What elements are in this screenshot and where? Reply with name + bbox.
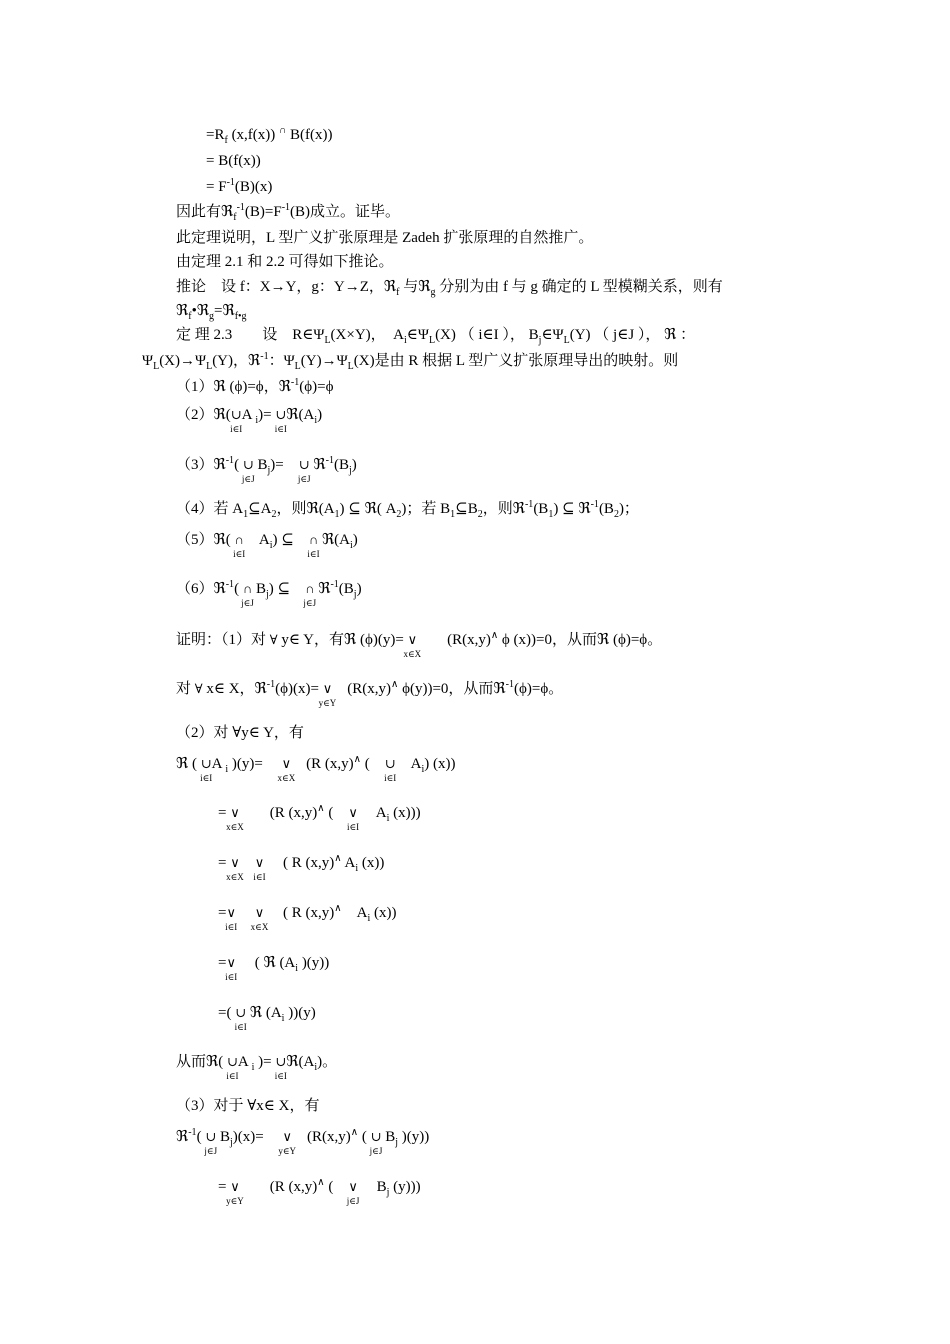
- property-5: （5）ℜ( ∩ i∈I $A_i$) ⊆ ∩ i∈I $ℜ(A_i)$: [176, 532, 358, 559]
- property-2: （2）ℜ(∪ i∈I A $_i$)= ∪ i∈I $ℜ(A_i)$: [176, 407, 323, 434]
- proof-2-step-4: =∨ i∈I ∨ x∈X ( R (x,y)∧ $A_i$ (x)): [218, 903, 397, 932]
- proof-3-intro: （3）对于 ∀x∈ X，有: [176, 1098, 320, 1114]
- theorem-2-3-line-2: $\Psi_L(X)\to\Psi_L(Y)$，ℜ$^{-1}$：$\Psi_L(Y)\to\Psi_L(X)$是由 R 根据 L 型广义扩张原理导出的映射。则: [142, 351, 679, 372]
- property-1: （1）ℜ (ϕ)=ϕ，ℜ$^{-1}$(ϕ)=ϕ: [176, 377, 334, 395]
- proof-2-step-5: =∨ i∈I ( ℜ ($A_i$ )(y)): [218, 955, 330, 982]
- property-6: （6）ℜ$^{-1}$( ∩ j∈J $B_j$) ⊆ ∩ j∈J $ℜ^{-1}(B_j)$: [176, 579, 362, 608]
- proof-2-step-3: = ∨ x∈X ∨ i∈I ( R (x,y)∧ $A_i$ (x)): [218, 853, 385, 882]
- proof-2-step-1: ℜ ( ∪ i∈I A $_i$ )(y)= ∨ x∈X (R (x,y)∧ ( ∪ i∈I $A_i$) (x)): [176, 754, 456, 783]
- eq-line-3: = $F^{-1}(B)(x)$: [206, 177, 273, 195]
- proof-1-line-2: 对 ∀ x∈ X，ℜ$^{-1}$(ϕ)(x)= ∨ y∈Y (R(x,y)∧ ϕ(y))=0，从而ℜ$^{-1}$(ϕ)=ϕ。: [176, 679, 564, 708]
- corollary-intro: 由定理 2.1 和 2.2 可得如下推论。: [176, 254, 394, 270]
- corollary-formula: ℜ$_f$•ℜ$_g$=ℜ$_{f•g}$: [176, 303, 247, 322]
- proof-2-step-2: = ∨ x∈X (R (x,y)∧ ( ∨ i∈I $A_i$ (x))): [218, 803, 421, 832]
- proof-3-step-1: ℜ$^{-1}$( ∪ j∈J $B_j)(x)=$ ∨ y∈Y (R(x,y)∧ ( ∪ j∈J $B_j$ )(y)): [176, 1127, 430, 1156]
- proof-2-intro: （2）对 ∀y∈ Y，有: [176, 725, 304, 741]
- theorem-2-3-line-1: 定 理 2.3 设 $R\in\Psi_L(X\times Y)$， $A_i\in\Psi_L(X)$ （ i∈I ）， $B_j\in\Psi_L(Y)$ （ j∈J ）， ℜ ：: [176, 327, 696, 346]
- eq-line-2: = B(f(x)): [206, 153, 261, 169]
- proof-1-line-1: 证明：（1）对 ∀ y∈ Y，有ℜ (ϕ)(y)= ∨ x∈X (R(x,y)∧ ϕ (x))=0，从而ℜ (ϕ)=ϕ。: [176, 630, 663, 659]
- eq-line-1: $=R_f$ (x,f(x)) ∩ B(f(x)): [206, 125, 333, 146]
- corollary-statement: 推论 设 f：X→Y，g：Y→Z，ℜ$_f$ 与ℜ$_g$ 分别为由 f 与 g 确定的 L 型模糊关系，则有: [176, 279, 723, 298]
- proof-2-step-6: =( ∪ i∈I ℜ ($A_i$ ))(y): [218, 1005, 316, 1032]
- proof-conclusion: 因此有$ℜ_f^{-1}(B)=F^{-1}(B)$成立。证毕。: [176, 202, 401, 223]
- proof-3-step-2: = ∨ y∈Y (R (x,y)∧ ( ∨ j∈J $B_j$ (y))): [218, 1177, 421, 1206]
- proof-2-conclusion: 从而ℜ( ∪ i∈I A $_i$ )= ∪ i∈I $ℜ(A_i)$。: [176, 1054, 338, 1081]
- property-4: （4）若 $A_1⊆A_2$，则$ℜ(A_1)$ ⊆ ℜ( $A_2$)；若 $B_1⊆B_2$，则$ℜ^{-1}(B_1)$ ⊆ $ℜ^{-1}(B_2)$；: [176, 499, 639, 520]
- property-3: （3）ℜ$^{-1}$( ∪ j∈J $B_j)=$ ∪ j∈J $ℜ^{-1}(B_j)$: [176, 455, 357, 484]
- theorem-remark: 此定理说明，L 型广义扩张原理是 Zadeh 扩张原理的自然推广。: [176, 230, 594, 246]
